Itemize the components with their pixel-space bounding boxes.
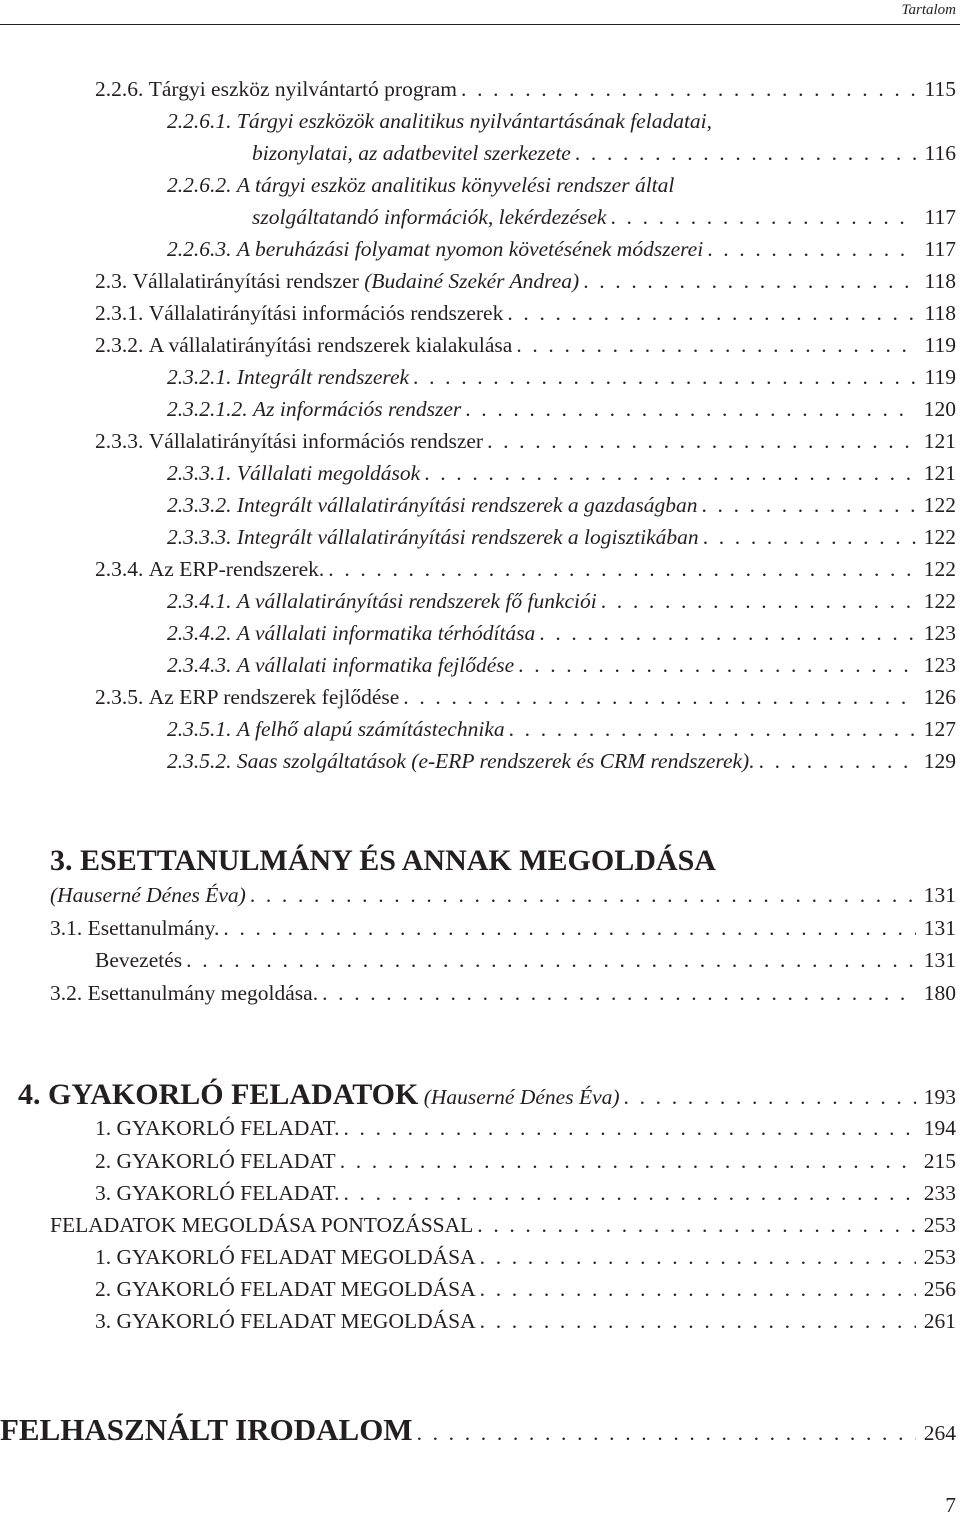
dot-leader <box>597 586 916 616</box>
toc-entry-page: 256 <box>923 1277 956 1301</box>
toc-entry-title: Vállalatirányítási információs rendszer <box>148 429 484 453</box>
toc-entry[interactable] <box>167 586 956 616</box>
toc-entry-continuation[interactable] <box>252 138 956 168</box>
toc-entry-page: 215 <box>923 1149 956 1173</box>
toc-entry-title: Vállalatirányítási információs rendszerek <box>148 301 504 325</box>
toc-entry-page: 122 <box>923 557 956 581</box>
dot-leader <box>755 746 916 776</box>
bibliography-heading: FELHASZNÁLT IRODALOM <box>0 1412 413 1447</box>
toc-entry-title-line2: szolgáltatandó információk, lekérdezések <box>252 205 607 229</box>
toc-entry[interactable] <box>50 978 956 1008</box>
dot-leader <box>413 1413 916 1453</box>
dot-leader <box>476 1306 916 1336</box>
dot-leader <box>339 1178 916 1208</box>
dot-leader <box>620 1078 916 1116</box>
toc-entry-title: 3. GYAKORLÓ FELADAT. <box>95 1181 340 1205</box>
toc-entry-page: 123 <box>923 621 956 645</box>
toc-entry-page: 122 <box>923 525 956 549</box>
toc-entry-page: 122 <box>923 493 956 517</box>
toc-entry-page: 261 <box>923 1309 956 1333</box>
toc-entry-author: (Budainé Szekér Andrea) <box>364 269 580 293</box>
toc-entry-number: 2.3.4. <box>95 557 144 581</box>
toc-entry-page: 117 <box>924 237 956 261</box>
dot-leader <box>339 1113 916 1143</box>
dot-leader <box>246 880 916 910</box>
toc-entry[interactable] <box>167 746 956 776</box>
toc-entry[interactable] <box>95 266 956 296</box>
toc-entry-title: 1. GYAKORLÓ FELADAT. <box>95 1116 340 1140</box>
toc-entry-page: 127 <box>923 717 956 741</box>
toc-entry-title-line2: bizonylatai, az adatbevitel szerkezete <box>252 141 571 165</box>
toc-entry-page: 118 <box>924 301 956 325</box>
toc-entry[interactable] <box>18 1076 956 1114</box>
toc-entry-page: 131 <box>923 948 956 972</box>
toc-entry-continuation[interactable] <box>252 202 956 232</box>
dot-leader <box>579 266 916 296</box>
toc-entry-page: 129 <box>923 749 956 773</box>
toc-entry-title: 3.2. Esettanulmány megoldása. <box>50 981 319 1005</box>
toc-entry-title: 1. GYAKORLÓ FELADAT MEGOLDÁSA <box>95 1245 476 1269</box>
toc-entry[interactable] <box>50 880 956 910</box>
toc-entry-author: (Hauserné Dénes Éva) <box>423 1085 620 1109</box>
dot-leader <box>699 522 916 552</box>
toc-entry[interactable] <box>50 1210 956 1240</box>
toc-entry-page: 120 <box>923 397 956 421</box>
dot-leader <box>503 298 916 328</box>
toc-entry-number: 2.3.3.1. <box>167 461 232 485</box>
toc-entry-number: 2.3.4.2. <box>167 621 232 645</box>
toc-entry-title: Integrált vállalatirányítási rendszerek a logisztikában <box>236 525 699 549</box>
toc-entry-number: 2.2.6.2. <box>167 173 232 197</box>
toc-entry-number: 2.3.3.3. <box>167 525 232 549</box>
toc-entry-number: 2.3.3.2. <box>167 493 232 517</box>
toc-entry-page: 116 <box>924 141 956 165</box>
toc-entry[interactable] <box>95 330 956 360</box>
toc-entry[interactable] <box>167 458 956 488</box>
toc-entry[interactable] <box>95 1274 956 1304</box>
toc-entry-number: 2.3.2. <box>95 333 144 357</box>
toc-entry[interactable] <box>95 1306 956 1336</box>
toc-entry-title: Az ERP rendszerek fejlődése <box>148 685 400 709</box>
toc-entry[interactable] <box>167 714 956 744</box>
running-head-title: Tartalom <box>901 2 956 18</box>
toc-entry-title: A felhő alapú számítástechnika <box>236 717 505 741</box>
toc-entry-author: (Hauserné Dénes Éva) <box>50 883 246 907</box>
toc-entry-page: 233 <box>923 1181 956 1205</box>
dot-leader <box>505 714 916 744</box>
toc-entry-number: 2.3.3. <box>95 429 144 453</box>
toc-entry-title: Integrált vállalatirányítási rendszerek a gazdaságban <box>236 493 698 517</box>
dot-leader <box>703 234 916 264</box>
toc-entry[interactable] <box>167 618 956 648</box>
toc-entry-title: 2. GYAKORLÓ FELADAT <box>95 1149 336 1173</box>
toc-entry-number: 2.2.6. <box>95 77 144 101</box>
toc-entry[interactable] <box>167 394 956 424</box>
toc-entry-number: 2.3.4.1. <box>167 589 232 613</box>
toc-entry-number: 2.3.5. <box>95 685 144 709</box>
toc-entry-page: 264 <box>923 1421 956 1445</box>
page-number: 7 <box>945 1493 956 1517</box>
chapter-4-heading: 4. GYAKORLÓ FELADATOK <box>18 1078 419 1111</box>
toc-entry-page: 121 <box>923 461 956 485</box>
toc-entry-page: 119 <box>924 365 956 389</box>
toc-entry[interactable] <box>95 945 956 975</box>
toc-entry-title: Az információs rendszer <box>253 397 462 421</box>
toc-entry-title: Vállalati megoldások <box>236 461 421 485</box>
toc-entry-page: 121 <box>923 429 956 453</box>
toc-entry[interactable] <box>167 234 956 264</box>
toc-entry-number: 2.3. <box>95 269 128 293</box>
dot-leader <box>336 1146 916 1176</box>
toc-entry[interactable] <box>167 490 956 520</box>
chapter-3-heading[interactable]: 3. ESETTANULMÁNY ÉS ANNAK MEGOLDÁSA <box>50 844 716 877</box>
toc-entry-page: 194 <box>923 1116 956 1140</box>
dot-leader <box>318 978 916 1008</box>
dot-leader <box>512 330 916 360</box>
toc-entry-page: 115 <box>924 77 956 101</box>
toc-entry-title: Az ERP-rendszerek. <box>148 557 325 581</box>
toc-entry-page: 126 <box>923 685 956 709</box>
toc-entry[interactable] <box>95 1178 956 1208</box>
toc-entry-page: 253 <box>923 1213 956 1237</box>
toc-entry-number: 2.3.1. <box>95 301 144 325</box>
toc-entry[interactable] <box>95 1113 956 1143</box>
toc-entry-title-line1: A tárgyi eszköz analitikus könyvelési rendszer által <box>236 173 675 197</box>
toc-entry[interactable] <box>167 650 956 680</box>
toc-entry-title: 3. GYAKORLÓ FELADAT MEGOLDÁSA <box>95 1309 476 1333</box>
dot-leader <box>473 1210 916 1240</box>
toc-entry-number: 2.3.2.1. <box>167 365 232 389</box>
toc-entry-page: 193 <box>923 1085 956 1109</box>
toc-entry-title: A vállalatirányítási rendszerek kialakulása <box>148 333 513 357</box>
toc-entry-title: Bevezetés <box>95 948 183 972</box>
toc-entry[interactable] <box>167 170 674 200</box>
toc-entry-page: 117 <box>924 205 956 229</box>
toc-entry[interactable] <box>95 682 956 712</box>
toc-entry[interactable] <box>95 1146 956 1176</box>
toc-entry-number: 2.3.5.1. <box>167 717 232 741</box>
dot-leader <box>182 945 916 975</box>
running-head <box>0 0 960 25</box>
toc-entry-title: 3.1. Esettanulmány. <box>50 916 220 940</box>
toc-entry-number: 2.3.4.3. <box>167 653 232 677</box>
toc-entry-title: 2. GYAKORLÓ FELADAT MEGOLDÁSA <box>95 1277 476 1301</box>
dot-leader <box>606 202 916 232</box>
dot-leader <box>514 650 916 680</box>
dot-leader <box>483 426 916 456</box>
toc-entry-page: 123 <box>923 653 956 677</box>
dot-leader <box>476 1274 916 1304</box>
toc-entry-title: A beruházási folyamat nyomon követésének módszerei <box>236 237 704 261</box>
dot-leader <box>461 394 916 424</box>
dot-leader <box>219 913 916 943</box>
toc-entry-title-line1: Tárgyi eszközök analitikus nyilvántartásának feladatai, <box>236 109 713 133</box>
toc-entry[interactable] <box>95 426 956 456</box>
toc-entry-number: 2.2.6.3. <box>167 237 232 261</box>
toc-entry[interactable] <box>95 554 956 584</box>
toc-entry[interactable] <box>167 362 956 392</box>
toc-entry-title: Saas szolgáltatások (e-ERP rendszerek és CRM rendszerek). <box>236 749 755 773</box>
toc-entry-page: 119 <box>924 333 956 357</box>
toc-entry-page: 131 <box>923 883 956 907</box>
dot-leader <box>457 74 916 104</box>
toc-entry[interactable] <box>167 522 956 552</box>
toc-entry[interactable] <box>0 1410 956 1450</box>
dot-leader <box>698 490 917 520</box>
toc-entry-title: A vállalati informatika fejlődése <box>236 653 515 677</box>
toc-entry-page: 118 <box>924 269 956 293</box>
toc-entry-title: A vállalati informatika térhódítása <box>236 621 536 645</box>
toc-entry[interactable] <box>167 106 712 136</box>
toc-entry-page: 122 <box>923 589 956 613</box>
toc-entry-title: Vállalatirányítási rendszer <box>132 269 359 293</box>
toc-entry-page: 253 <box>923 1245 956 1269</box>
toc-entry-number: 2.3.5.2. <box>167 749 232 773</box>
toc-entry-title: FELADATOK MEGOLDÁSA PONTOZÁSSAL <box>50 1213 474 1237</box>
toc-entry-page: 180 <box>923 981 956 1005</box>
dot-leader <box>571 138 916 168</box>
dot-leader <box>535 618 916 648</box>
toc-entry[interactable] <box>95 74 956 104</box>
toc-entry-page: 131 <box>923 916 956 940</box>
toc-entry-title: Tárgyi eszköz nyilvántartó program <box>148 77 458 101</box>
dot-leader <box>476 1242 916 1272</box>
toc-entry-title: Integrált rendszerek <box>236 365 410 389</box>
dot-leader <box>409 362 916 392</box>
toc-entry-number: 2.3.2.1.2. <box>167 397 248 421</box>
toc-entry-number: 2.2.6.1. <box>167 109 232 133</box>
toc-entry[interactable] <box>95 1242 956 1272</box>
dot-leader <box>399 682 916 712</box>
toc-entry[interactable] <box>50 913 956 943</box>
toc-entry-title: A vállalatirányítási rendszerek fő funkciói <box>236 589 597 613</box>
dot-leader <box>324 554 916 584</box>
toc-entry[interactable] <box>95 298 956 328</box>
dot-leader <box>420 458 916 488</box>
